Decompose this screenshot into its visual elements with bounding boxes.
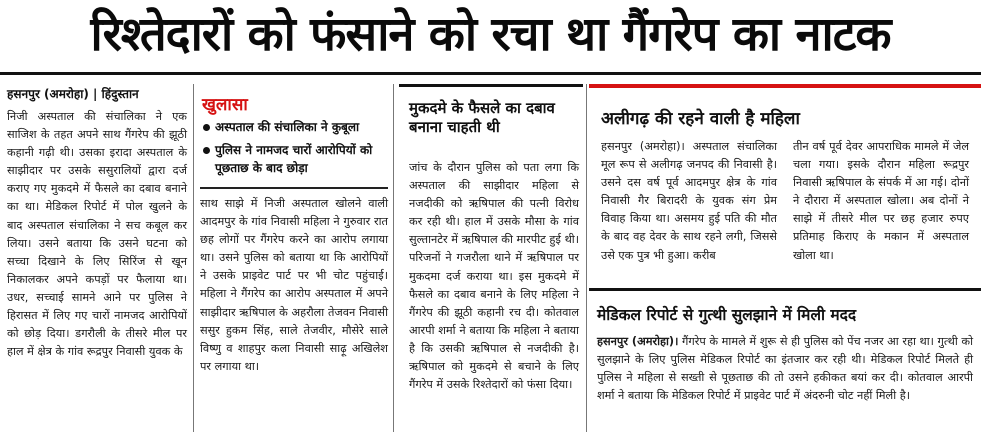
motive-box-text: जांच के दौरान पुलिस को पता लगा कि अस्पताल की साझीदार महिला से नजदीकी को ऋषिपाल की पत्नी विरोध कर रही थी। हाल में उसके मौसा के गांव सुल्तानटेर में ऋषिपाल की मारपीट हुई थी। परिजनों ने गजरौला थाने में ऋषिपाल पर मुकदमा दर्ज कराया था। इस मुकदमे में फैसले का दबाव बनाने के लिए महिला ने गैंगरेप की झूठी कहानी रच दी। कोतवाल आरपी शर्मा ने बताया कि महिला ने बताया है कि उसकी ऋषिपाल से नजदीकी है। ऋषिपाल को मुकदमे से बचाने के लिए गैंगरेप में उसके रिश्तेदारों को फंसा दिया। [409, 161, 579, 392]
main-story-text: निजी अस्पताल की संचालिका ने एक साजिश के तहत अपने साथ गैंगरेप की झूठी कहानी गढ़ी थी। उसका इरादा अस्पताल के साझीदार पर उसके ससुरालियों द्वारा दर्ज कराए गए मुकदमे में फैसले का दबाव बनाने का था। मेडिकल रिपोर्ट में पोल खुलने के बाद अस्पताल संचालिका ने सच कबूल कर लिया। उसने बताया कि उसने घटना को सच्चा दिखाने के लिए सिरिंज से खून निकालकर अपने कपड़ों पर फैलाया था। उधर, सच्चाई सामने आने पर पुलिस ने हिरासत में लिए गए चारों नामजद आरोपियों को छोड़ दिया। डगरौली के तीसरे मील पर हाल में क्षेत्र के गांव रूद्रपुर निवासी युवक के [7, 110, 187, 359]
aligarh-box-columns [589, 138, 981, 265]
aligarh-box-text-left: हसनपुर (अमरोहा)। अस्पताल संचालिका मूल रूप से अलीगढ़ जनपद की निवासी है। उसने दस वर्ष पूर्व आदमपुर क्षेत्र के गांव निवासी गैर बिरादरी के युवक संग प्रेम विवाह किया था। असमय हुई पति की मौत के बाद वह देवर के साथ रहने लगी, जिससे उसे एक पुत्र भी हुआ। करीब [601, 140, 777, 262]
column-main-story [0, 78, 191, 432]
sidebar-motive-box [399, 84, 583, 432]
khulasa-point: अस्पताल की संचालिका ने कुबूला [202, 118, 390, 136]
dateline: हसनपुर (अमरोहा) | हिंदुस्तान [7, 87, 139, 101]
medical-report-body: गैंगरेप के मामले में शुरू से ही पुलिस को पेंच नजर आ रहा था। गुत्थी को सुलझाने के लिए पुलिस मेडिकल रिपोर्ट का इंतजार कर रही थी। मेडिकल रिपोर्ट मिलते ही पुलिस ने महिला से सख्ती से पूछताछ की तो उसने हकीकत बयां कर दी। कोतवाल आरपी शर्मा ने बताया कि मेडिकल रिपोर्ट में प्राइवेट पार्ट में अंदरुनी चोट नहीं मिली है। [597, 335, 973, 403]
aligarh-box [589, 84, 981, 286]
khulasa-title: खुलासा [202, 95, 248, 115]
column-divider [586, 84, 587, 432]
headline: रिश्तेदारों को फंसाने को रचा था गैंगरेप का नाटक [90, 7, 891, 62]
medical-report-dateline: हसनपुर (अमरोहा)। [597, 335, 679, 348]
column-khulasa [196, 84, 390, 432]
khulasa-point: पुलिस ने नामजद चारों आरोपियों को पूछताछ के बाद छोड़ा [202, 141, 390, 177]
aligarh-box-text-right: तीन वर्ष पूर्व देवर आपराधिक मामले में जेल चला गया। इसके दौरान महिला रूद्रपुर निवासी ऋषिपाल के संपर्क में आ गई। दोनों ने दौरारा में अस्पताल खोला। अब दोनों ने साझे में तीसरे मील पर छह हजार रुपए प्रतिमाह किराए के मकान में अस्पताल खोला था। [793, 140, 969, 262]
motive-box-title: मुकदमे के फैसले का दबाव बनाना चाहती थी [409, 99, 555, 136]
headline-rule [0, 72, 981, 75]
medical-report-box [589, 288, 981, 432]
continued-story-text: साथ साझे में निजी अस्पताल खोलने वाली आदमपुर के गांव निवासी महिला ने गुरुवार रात छह लोगों पर गैंगरेप करने का आरोप लगाया था। उसने पुलिस को बताया था कि आरोपियों ने उसके प्राइवेट पार्ट पर भी चोट पहुंचाई। महिला ने गैंगरेप का आरोप अस्पताल में अपने साझीदार ऋषिपाल के अहरौला तेजवन निवासी ससुर हुकम सिंह, साले तेजवीर, मौसेरे साले विष्णु व शाहपुर कला निवासी साढ़ू अखिलेश पर लगाया था। [200, 197, 388, 373]
medical-report-box-text [589, 331, 981, 405]
aligarh-box-title: अलीगढ़ की रहने वाली है महिला [601, 109, 800, 129]
khulasa-points [196, 116, 390, 177]
column-divider [393, 84, 394, 432]
column-divider [193, 84, 194, 432]
medical-report-box-title: मेडिकल रिपोर्ट से गुत्थी सुलझाने में मिली मदद [597, 306, 857, 324]
